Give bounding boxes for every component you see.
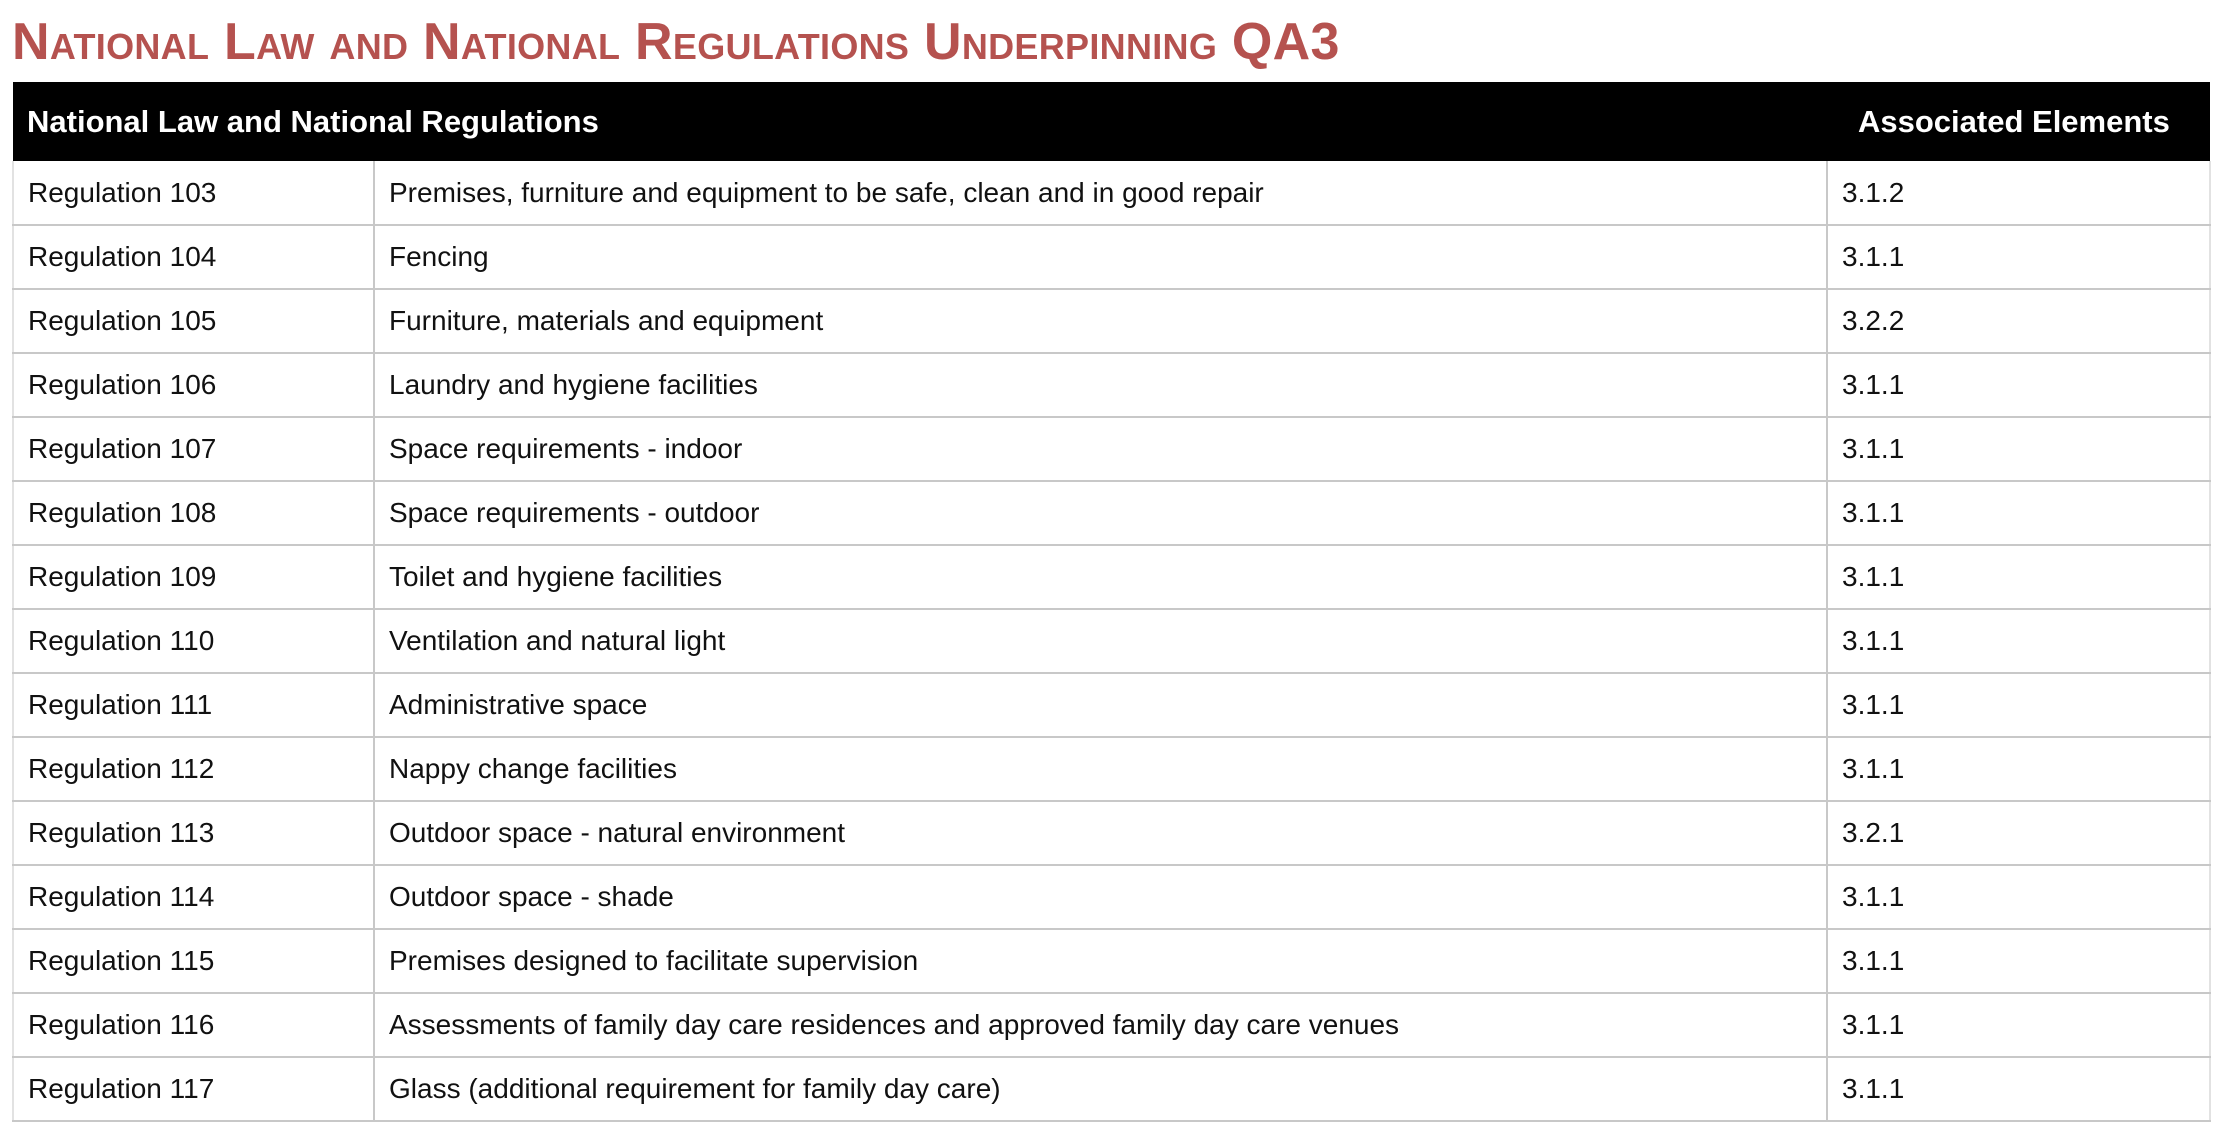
description-cell: Furniture, materials and equipment — [374, 289, 1827, 353]
regulation-cell: Regulation 109 — [13, 545, 374, 609]
table-header-row — [13, 82, 2210, 161]
table-row — [13, 225, 2210, 289]
description-cell: Space requirements - outdoor — [374, 481, 1827, 545]
regulation-cell: Regulation 113 — [13, 801, 374, 865]
column-header-associated-elements: Associated Elements — [1827, 82, 2210, 161]
description-cell: Space requirements - indoor — [374, 417, 1827, 481]
regulation-cell: Regulation 107 — [13, 417, 374, 481]
description-cell: Nappy change facilities — [374, 737, 1827, 801]
associated-element-cell: 3.2.1 — [1827, 801, 2210, 865]
description-cell: Administrative space — [374, 673, 1827, 737]
description-cell: Assessments of family day care residences and approved family day care venues — [374, 993, 1827, 1057]
table-row — [13, 993, 2210, 1057]
associated-element-cell: 3.1.1 — [1827, 865, 2210, 929]
associated-element-cell: 3.1.1 — [1827, 545, 2210, 609]
page-title: National Law and National Regulations Underpinning QA3 — [12, 13, 1340, 71]
regulation-cell: Regulation 103 — [13, 161, 374, 225]
table-body — [13, 161, 2210, 1121]
regulation-cell: Regulation 110 — [13, 609, 374, 673]
associated-element-cell: 3.1.1 — [1827, 353, 2210, 417]
description-cell: Toilet and hygiene facilities — [374, 545, 1827, 609]
table-row — [13, 737, 2210, 801]
table-row — [13, 161, 2210, 225]
regulation-cell: Regulation 111 — [13, 673, 374, 737]
regulations-table — [12, 82, 2211, 1122]
table-row — [13, 609, 2210, 673]
regulation-cell: Regulation 114 — [13, 865, 374, 929]
description-cell: Outdoor space - shade — [374, 865, 1827, 929]
associated-element-cell: 3.1.1 — [1827, 929, 2210, 993]
regulation-cell: Regulation 115 — [13, 929, 374, 993]
description-cell: Premises designed to facilitate supervision — [374, 929, 1827, 993]
associated-element-cell: 3.1.1 — [1827, 481, 2210, 545]
table-row — [13, 545, 2210, 609]
table-row — [13, 673, 2210, 737]
description-cell: Premises, furniture and equipment to be safe, clean and in good repair — [374, 161, 1827, 225]
table-row — [13, 865, 2210, 929]
table-row — [13, 481, 2210, 545]
table-row — [13, 929, 2210, 993]
table-row — [13, 353, 2210, 417]
description-cell: Glass (additional requirement for family day care) — [374, 1057, 1827, 1121]
regulation-cell: Regulation 112 — [13, 737, 374, 801]
associated-element-cell: 3.1.1 — [1827, 737, 2210, 801]
table-row — [13, 1057, 2210, 1121]
regulation-cell: Regulation 104 — [13, 225, 374, 289]
regulation-cell: Regulation 106 — [13, 353, 374, 417]
description-cell: Outdoor space - natural environment — [374, 801, 1827, 865]
regulation-cell: Regulation 117 — [13, 1057, 374, 1121]
description-cell: Fencing — [374, 225, 1827, 289]
associated-element-cell: 3.1.1 — [1827, 225, 2210, 289]
regulation-cell: Regulation 108 — [13, 481, 374, 545]
description-cell: Laundry and hygiene facilities — [374, 353, 1827, 417]
table-row — [13, 289, 2210, 353]
table-row — [13, 417, 2210, 481]
regulation-cell: Regulation 116 — [13, 993, 374, 1057]
column-header-law: National Law and National Regulations — [13, 82, 1827, 161]
description-cell: Ventilation and natural light — [374, 609, 1827, 673]
associated-element-cell: 3.1.2 — [1827, 161, 2210, 225]
regulation-cell: Regulation 105 — [13, 289, 374, 353]
associated-element-cell: 3.1.1 — [1827, 609, 2210, 673]
associated-element-cell: 3.2.2 — [1827, 289, 2210, 353]
associated-element-cell: 3.1.1 — [1827, 417, 2210, 481]
associated-element-cell: 3.1.1 — [1827, 673, 2210, 737]
associated-element-cell: 3.1.1 — [1827, 1057, 2210, 1121]
associated-element-cell: 3.1.1 — [1827, 993, 2210, 1057]
table-row — [13, 801, 2210, 865]
